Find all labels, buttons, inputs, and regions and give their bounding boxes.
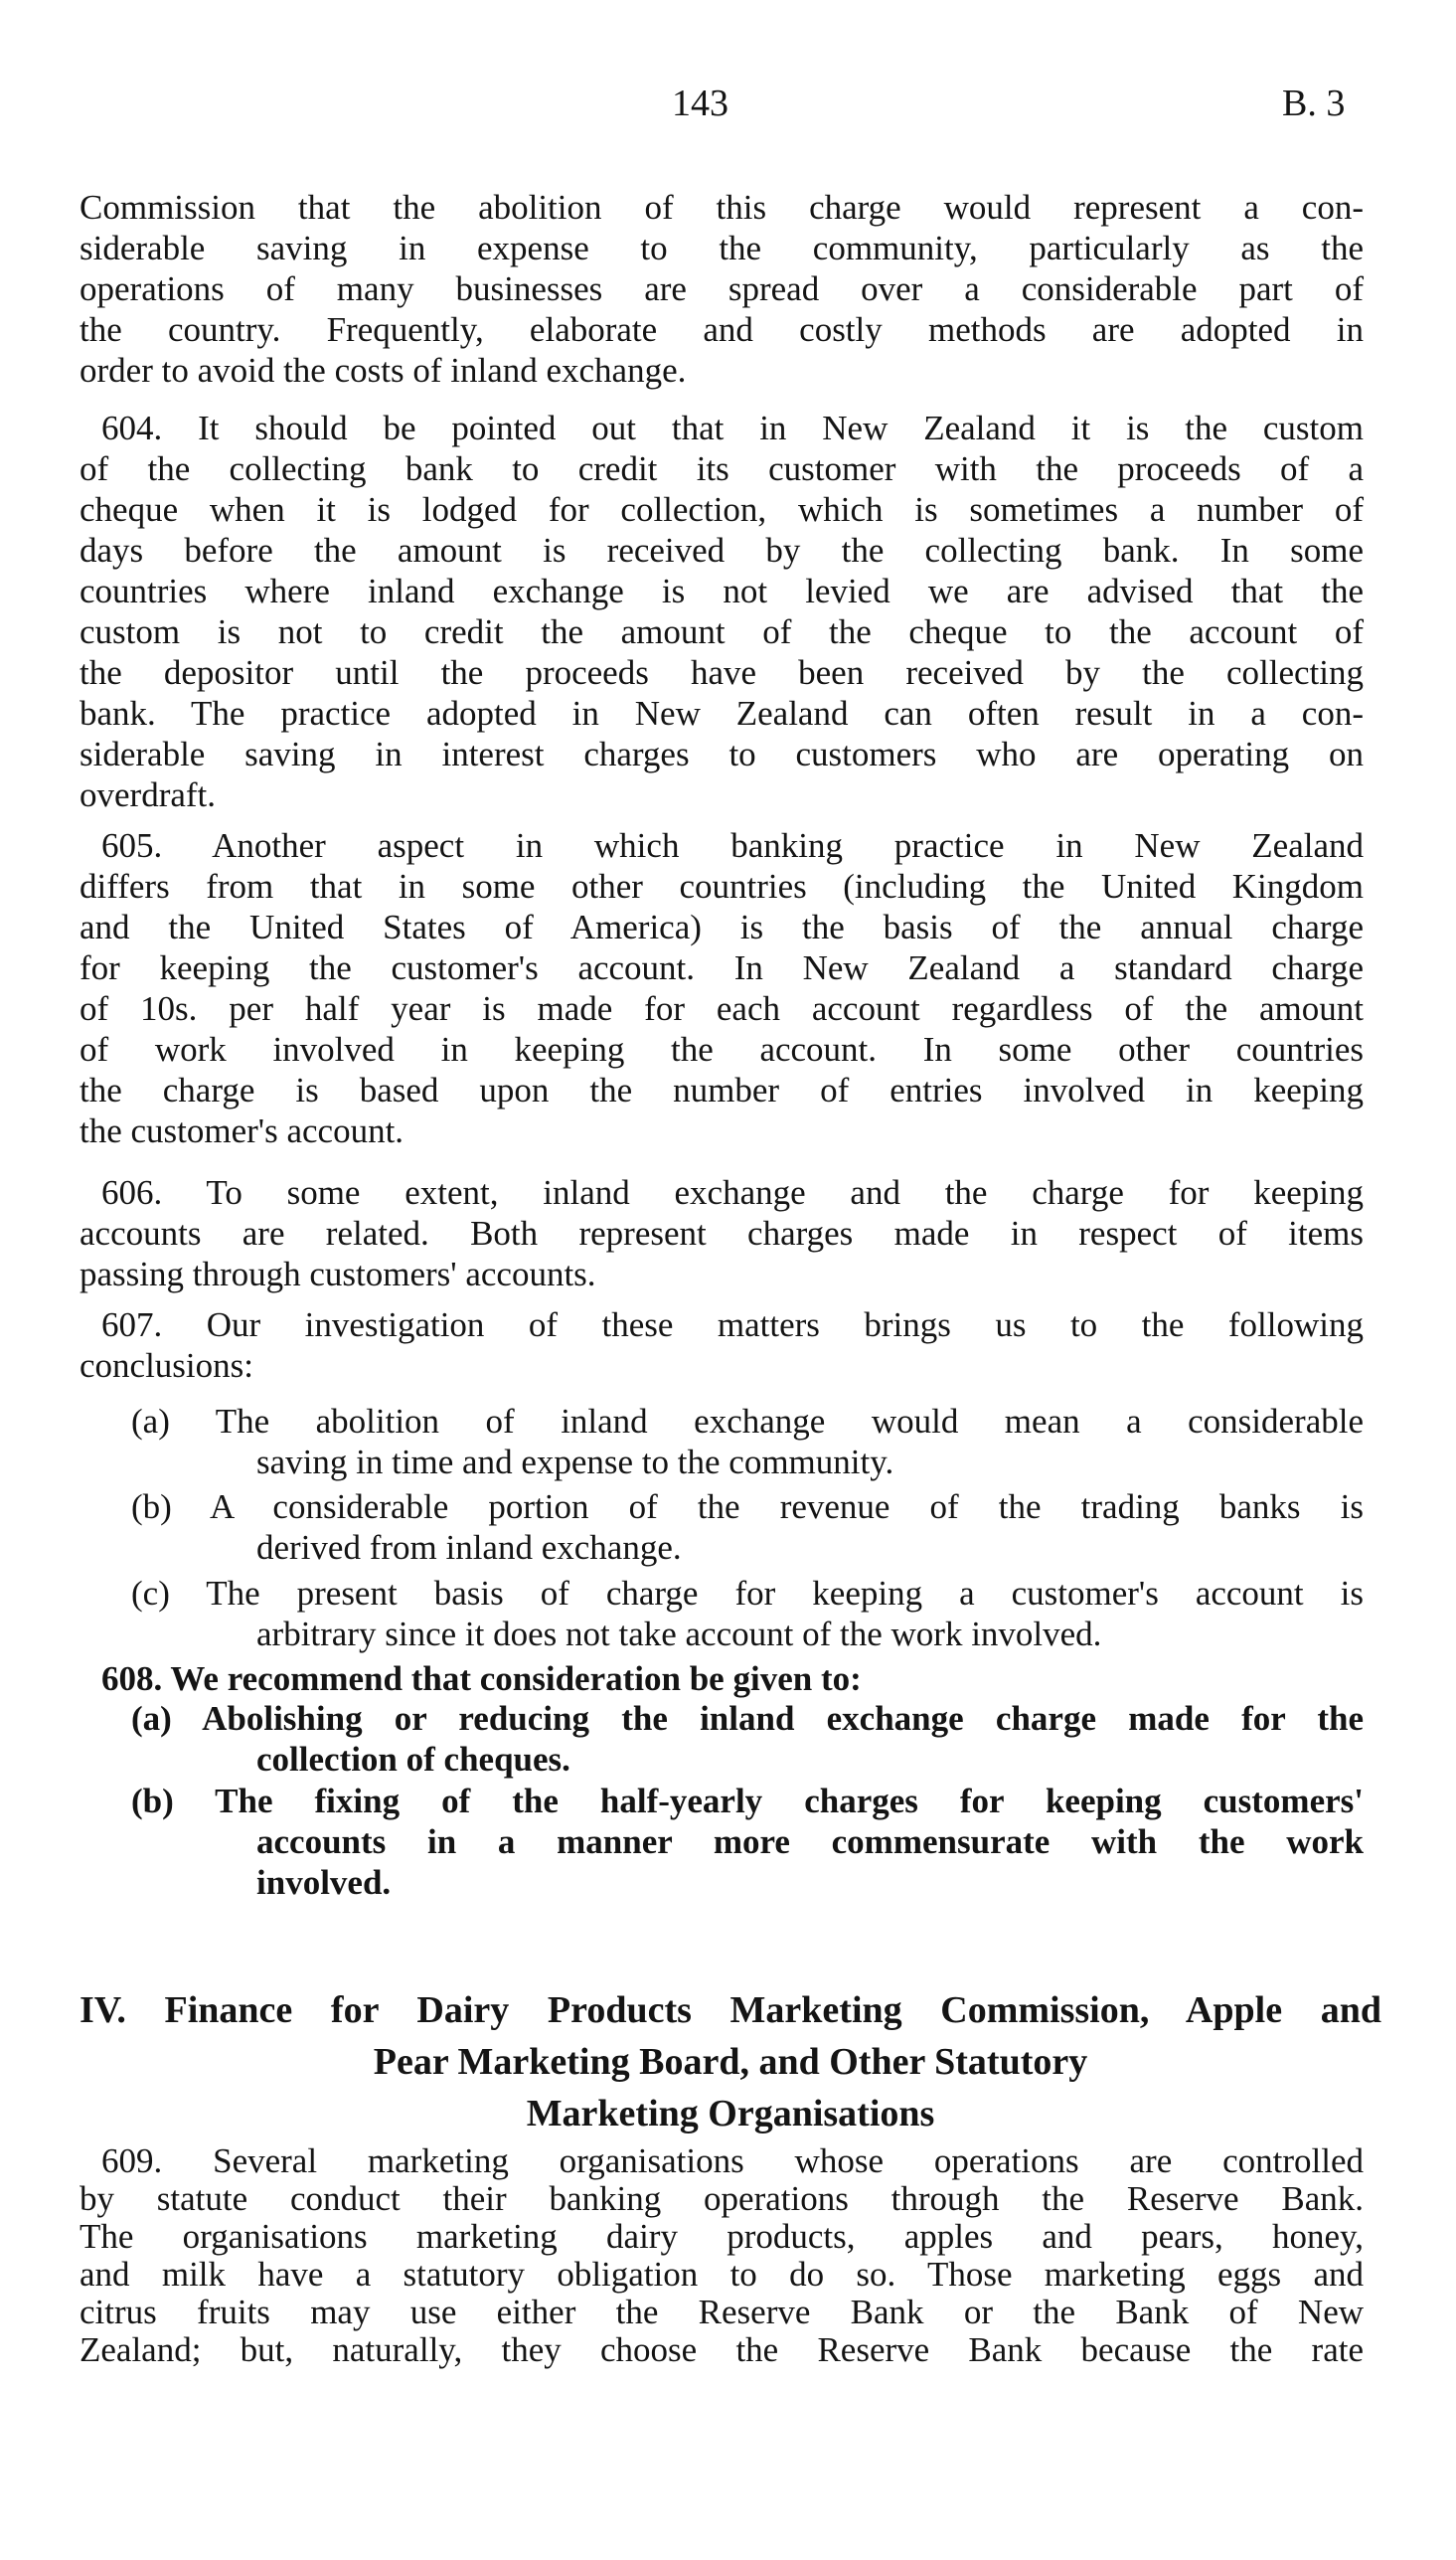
text-line: 607. Our investigation of these matters brings us to the following [101,1305,1364,1344]
text-line: operations of many businesses are spread over a considerable part of [80,269,1364,308]
conclusion-item-a [80,1401,1364,1482]
text-line: (a) The abolition of inland exchange would mean a considerable [131,1402,1364,1441]
text-line: (b) A considerable portion of the revenue of the trading banks is [131,1487,1364,1526]
text-line: the customer's account. [80,1111,404,1150]
paragraph-605 [80,825,1364,1151]
text-line: 609. Several marketing organisations whose operations are controlled [101,2141,1364,2180]
recommendation-item-b [80,1781,1364,1903]
text-line: by statute conduct their banking operations through the Reserve Bank. [80,2179,1364,2218]
text-line: 604. It should be pointed out that in New Zealand it is the custom [101,409,1364,447]
text-line: siderable saving in interest charges to customers who are operating on [80,735,1364,773]
conclusion-item-b [80,1486,1364,1568]
recommendation-item-a [80,1698,1364,1780]
text-line: IV. Finance for Dairy Products Marketing Commission, Apple and [80,1989,1381,2031]
text-line: involved. [256,1863,392,1902]
text-line: Pear Marketing Board, and Other Statutory [373,2041,1088,2083]
document-code: B. 3 [1282,83,1346,124]
conclusion-item-c [80,1573,1364,1654]
text-line: conclusions: [80,1346,253,1385]
paragraph-609 [80,2142,1364,2369]
page-number: 143 [672,83,728,124]
text-line: The organisations marketing dairy products, apples and pears, honey, [80,2217,1364,2256]
text-line: 605. Another aspect in which banking practice in New Zealand [101,826,1364,865]
text-line: the depositor until the proceeds have been received by the collecting [80,653,1364,692]
section-heading-iv [80,1984,1381,2139]
text-line: (c) The present basis of charge for keeping a customer's account is [131,1574,1364,1613]
text-line: and the United States of America) is the basis of the annual charge [80,908,1364,946]
text-line: days before the amount is received by the collecting bank. In some [80,531,1364,570]
text-line: Commission that the abolition of this charge would represent a con- [80,188,1364,227]
text-line: accounts in a manner more commensurate with the work [256,1822,1364,1861]
text-line: Zealand; but, naturally, they choose the Reserve Bank because the rate [80,2330,1364,2369]
text-line: (b) The fixing of the half-yearly charges for keeping customers' [131,1782,1364,1820]
text-line: 608. We recommend that consideration be given to: [101,1659,862,1698]
paragraph-603-continued [80,187,1364,391]
text-line: cheque when it is lodged for collection, which is sometimes a number of [80,490,1364,529]
text-line: saving in time and expense to the community. [256,1443,894,1481]
text-line: the country. Frequently, elaborate and costly methods are adopted in [80,310,1364,349]
paragraph-608-recommendation [80,1658,1364,1699]
text-line: differs from that in some other countries (including the United Kingdom [80,867,1364,906]
text-line: citrus fruits may use either the Reserve Bank or the Bank of New [80,2293,1364,2331]
text-line: of 10s. per half year is made for each account regardless of the amount [80,989,1364,1028]
paragraph-604 [80,408,1364,815]
text-line: of work involved in keeping the account. In some other countries [80,1030,1364,1069]
text-line: overdraft. [80,775,217,814]
text-line: countries where inland exchange is not levied we are advised that the [80,572,1364,610]
text-line: (a) Abolishing or reducing the inland exchange charge made for the [131,1699,1364,1738]
text-line: order to avoid the costs of inland exchange. [80,351,687,390]
text-line: 606. To some extent, inland exchange and the charge for keeping [101,1173,1364,1212]
text-line: custom is not to credit the amount of the cheque to the account of [80,612,1364,651]
text-line: collection of cheques. [256,1740,570,1779]
text-line: and milk have a statutory obligation to do so. Those marketing eggs and [80,2255,1364,2294]
paragraph-607 [80,1304,1364,1386]
text-line: derived from inland exchange. [256,1528,682,1567]
text-line: of the collecting bank to credit its customer with the proceeds of a [80,449,1364,488]
paragraph-606 [80,1172,1364,1294]
text-line: for keeping the customer's account. In New Zealand a standard charge [80,948,1364,987]
text-line: Marketing Organisations [526,2093,935,2134]
text-line: accounts are related. Both represent charges made in respect of items [80,1214,1364,1253]
text-line: passing through customers' accounts. [80,1255,596,1293]
text-line: bank. The practice adopted in New Zealand can often result in a con- [80,694,1364,733]
text-line: arbitrary since it does not take account of the work involved. [256,1615,1102,1653]
text-line: siderable saving in expense to the community, particularly as the [80,229,1364,267]
text-line: the charge is based upon the number of entries involved in keeping [80,1071,1364,1109]
